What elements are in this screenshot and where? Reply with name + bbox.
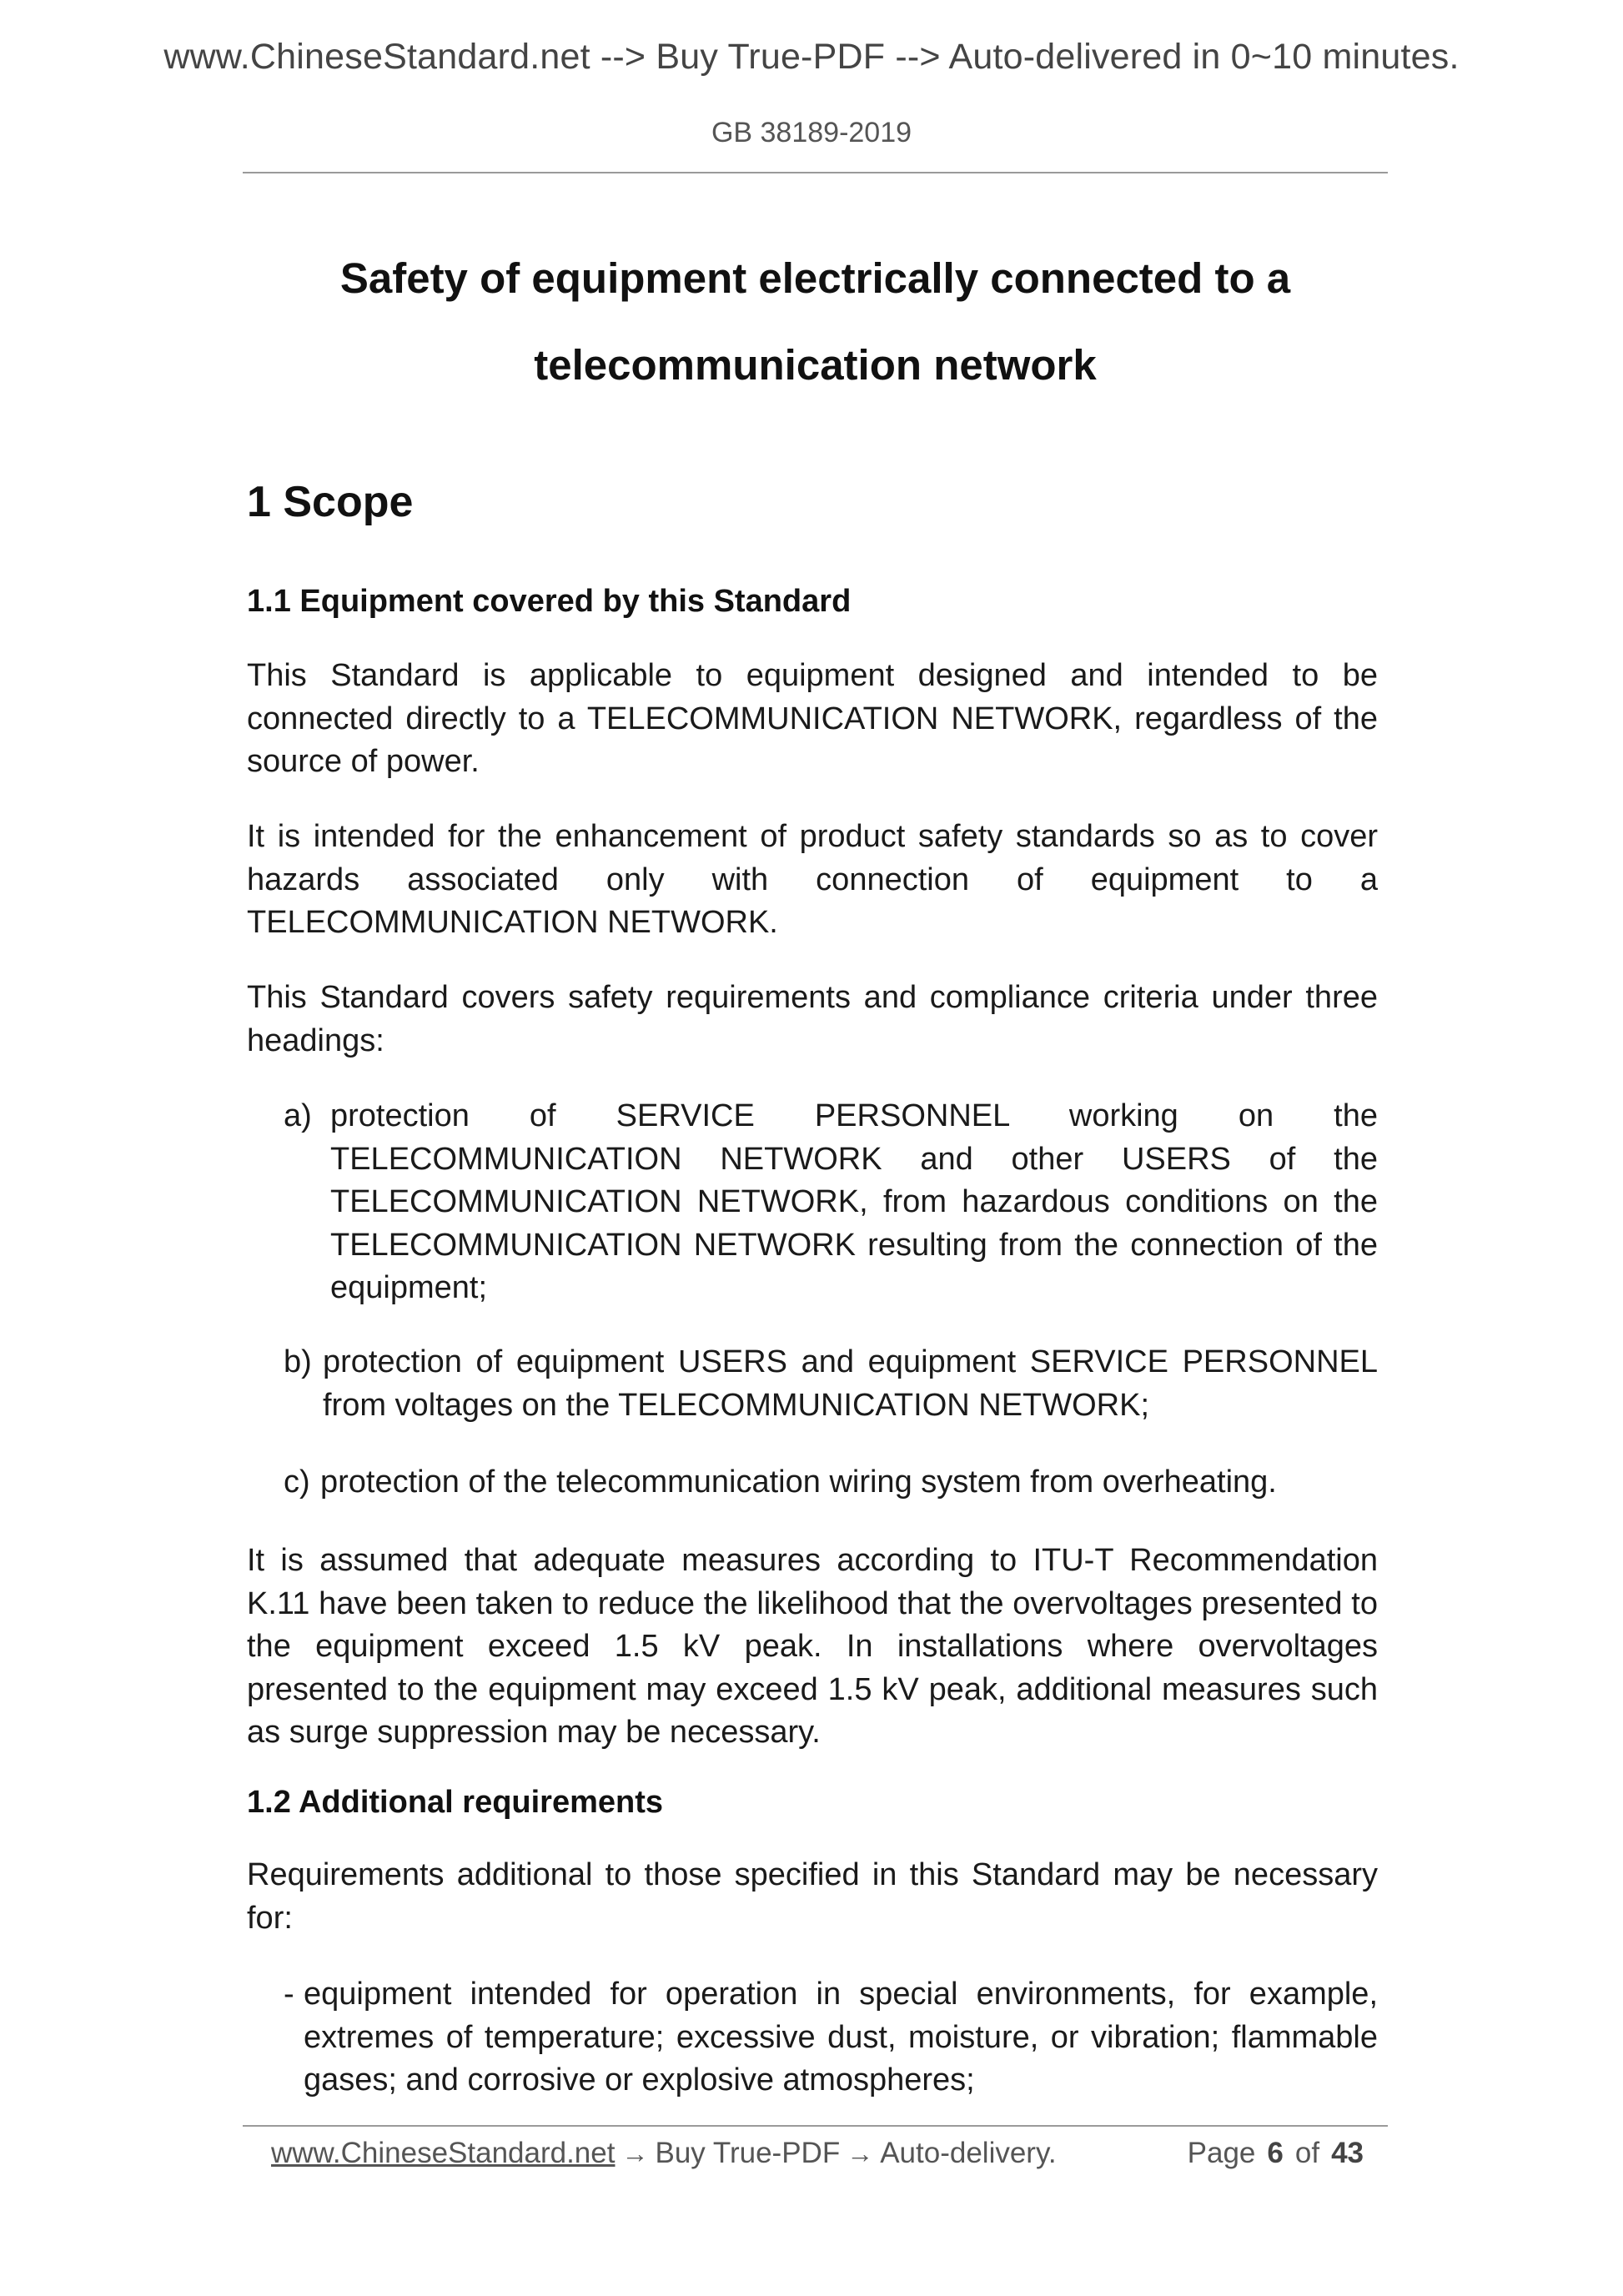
page-footer: [271, 2137, 1364, 2170]
paragraph-overvoltage: It is assumed that adequate measures according to ITU-T Recommendation K.11 have been taken to reduce the likelihood that the overvoltages presented to the equipment exceed 1.5 kV peak. In installations where overvoltages presented to the equipment may exceed 1.5 kV peak, additional measures such as surge suppression may be necessary.: [247, 1543, 1378, 1750]
document-title: [243, 235, 1388, 409]
paragraph-enhancement-line-a: It is intended for the enhancement of product safety standards so as to cover hazards associated only with connection of equipment to a: [247, 819, 1378, 897]
list-item-c: [284, 1461, 1378, 1505]
list-marker: -: [284, 1977, 294, 2012]
standard-code: GB 38189-2019: [711, 117, 912, 148]
footer-site-link[interactable]: www.ChineseStandard.net: [271, 2137, 616, 2169]
footer-divider: [243, 2125, 1388, 2127]
subsection-heading-1-1: 1.1 Equipment covered by this Standard: [247, 584, 852, 619]
footer-auto-text: Auto-delivery.: [880, 2137, 1057, 2169]
title-line-1: Safety of equipment electrically connected to a: [339, 254, 1291, 302]
list-item-a: [284, 1095, 1378, 1310]
page-label: Page: [1187, 2137, 1256, 2169]
of-label: of: [1294, 2137, 1320, 2169]
section-heading-scope: 1 Scope: [247, 478, 414, 526]
paragraph-additional: Requirements additional to those specified in this Standard may be necessary for:: [247, 1857, 1378, 1936]
footer-buy-text: Buy True-PDF: [655, 2137, 841, 2169]
list-marker: a): [284, 1098, 312, 1133]
subsection-heading-1-2: 1.2 Additional requirements: [247, 1785, 664, 1820]
list-marker: c): [284, 1465, 310, 1500]
page-number: 6: [1267, 2137, 1284, 2169]
paragraph-applicability: This Standard is applicable to equipment designed and intended to be connected directly to a TELECOMMUNICATION NETWORK, regardless of the source of power.: [247, 658, 1378, 779]
top-banner: www.ChineseStandard.net --> Buy True-PDF --> Auto-delivered in 0~10 minutes.: [163, 37, 1460, 77]
paragraph-headings-intro: This Standard covers safety requirements and compliance criteria under three headings:: [247, 980, 1378, 1058]
arrow-right-icon: →: [847, 2138, 874, 2168]
title-line-2: telecommunication network: [534, 341, 1097, 389]
list-item-dash: [284, 1973, 1378, 2103]
header-divider: [243, 172, 1388, 173]
list-item-text: protection of the telecommunication wiring system from overheating.: [320, 1465, 1277, 1500]
paragraph-enhancement-line-b: TELECOMMUNICATION NETWORK.: [247, 905, 778, 940]
list-marker: b): [284, 1344, 312, 1379]
list-item-text: protection of equipment USERS and equipment SERVICE PERSONNEL from voltages on the TELECOMMUNICATION NETWORK;: [323, 1344, 1378, 1423]
list-item-text: protection of SERVICE PERSONNEL working on the TELECOMMUNICATION NETWORK and other USERS of the TELECOMMUNICATION NETWORK, from hazardous conditions on the TELECOMMUNICATION NETWORK resulting from the connection of the equipment;: [330, 1098, 1378, 1305]
paragraph-enhancement: [247, 816, 1378, 945]
page-total: 43: [1331, 2137, 1364, 2169]
list-item-text: equipment intended for operation in special environments, for example, extremes of temperature; excessive dust, moisture, or vibration; flammable gases; and corrosive or explosive atmospheres;: [304, 1977, 1378, 2098]
list-item-b: [284, 1341, 1378, 1427]
arrow-right-icon: →: [621, 2138, 649, 2168]
